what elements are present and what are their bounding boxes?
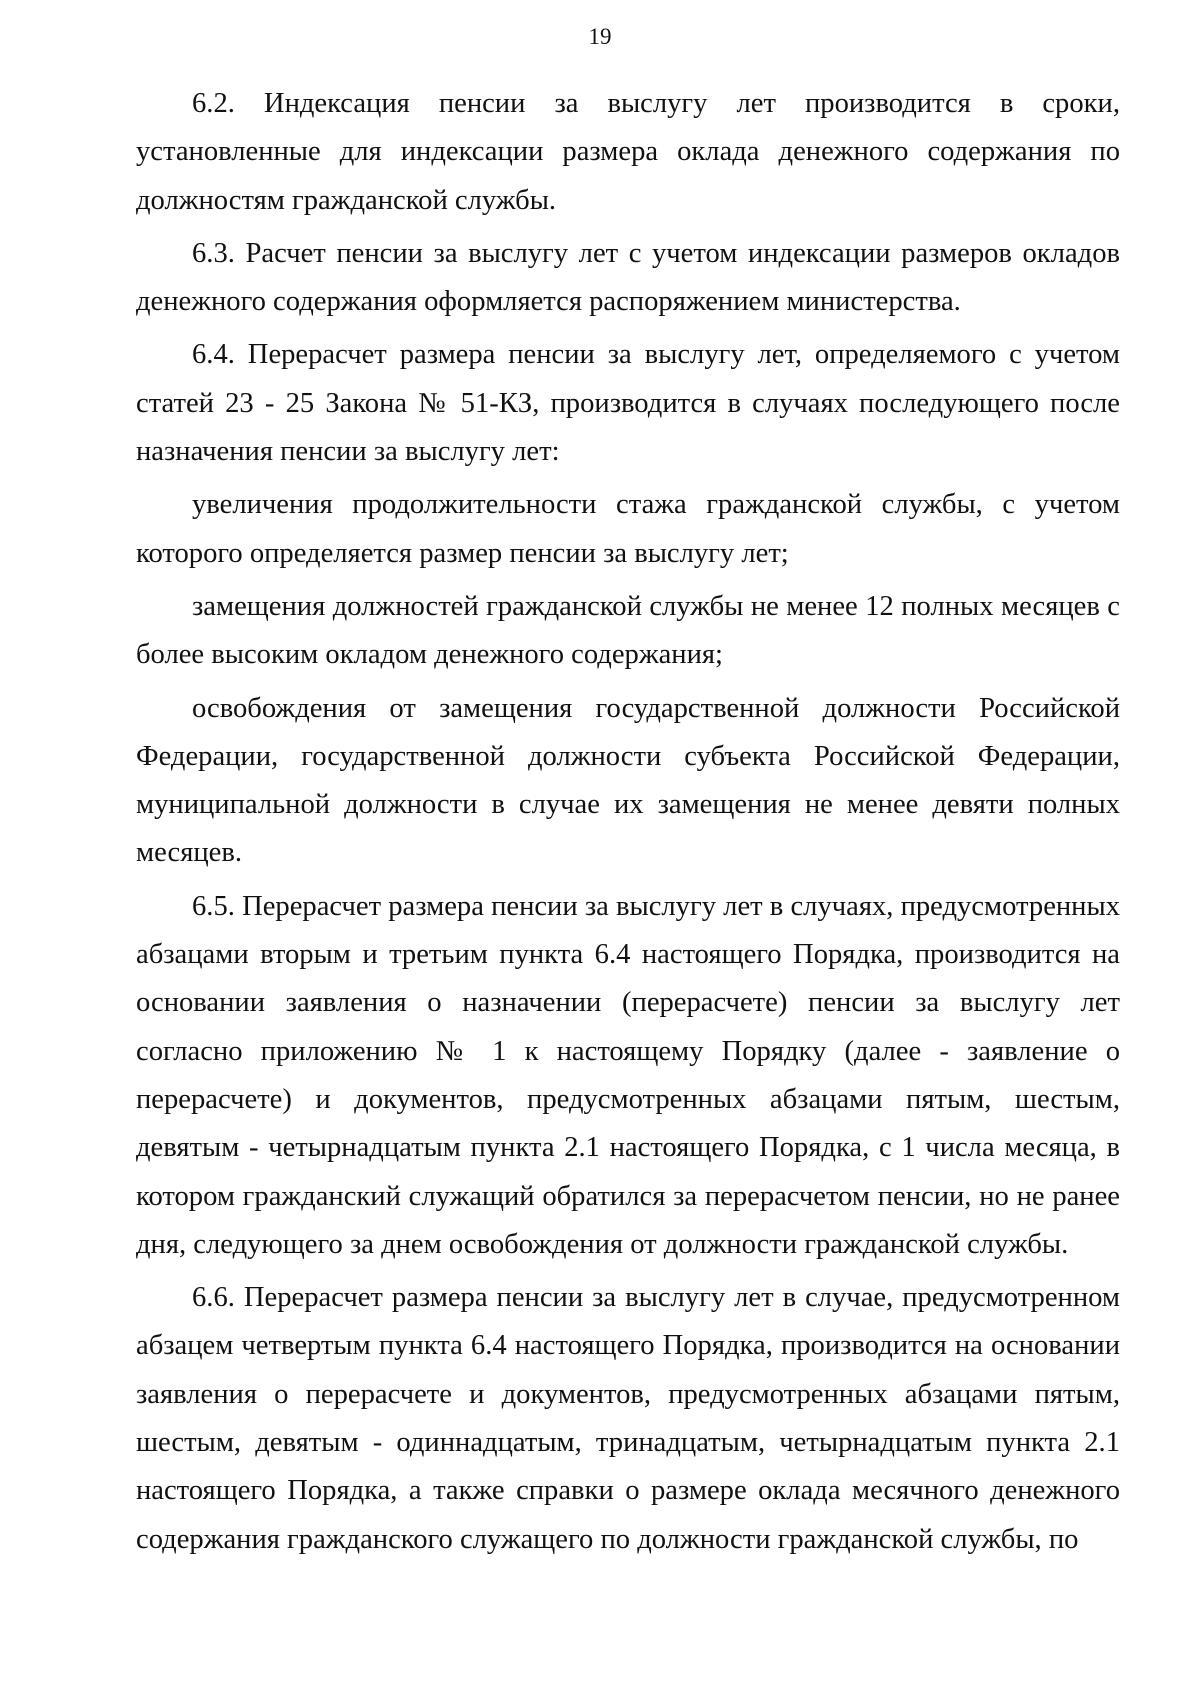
paragraph-6-4-item-higher-salary: замещения должностей гражданской службы не менее 12 полных месяцев с более высоким окладом денежного содержания;	[136, 590, 1120, 671]
paragraph-6-4-item-service-length: увеличения продолжительности стажа гражданской службы, с учетом которого определяется размер пенсии за выслугу лет;	[136, 489, 1120, 569]
document-body	[136, 80, 1120, 1564]
paragraph-6-4: 6.4. Перерасчет размера пенсии за выслугу лет, определяемого с учетом статей 23 - 25 Закона № 51-КЗ, производится в случаях последующего после назначения пенсии за выслугу лет:	[136, 339, 1120, 468]
paragraph-6-6: 6.6. Перерасчет размера пенсии за выслугу лет в случае, предусмотренном абзацем четвертым пункта 6.4 настоящего Порядка, производится на основании заявления о перерасчете и документов, предусмотренных абзацами пятым, шестым, девятым - одиннадцатым, тринадцатым, четырнадцатым пункта 2.1 настоящего Порядка, а также справки о размере оклада месячного денежного содержания гражданского служащего по должности гражданской службы, по	[136, 1282, 1120, 1555]
paragraph-6-2: 6.2. Индексация пенсии за выслугу лет производится в сроки, установленные для индексации размера оклада денежного содержания по должностям гражданской службы.	[136, 88, 1120, 216]
paragraph-6-4-item-release-from-office: освобождения от замещения государственной должности Российской Федерации, государственной должности субъекта Российской Федерации, муниципальной должности в случае их замещения не менее девяти полных месяцев.	[136, 692, 1120, 869]
paragraph-6-5: 6.5. Перерасчет размера пенсии за выслугу лет в случаях, предусмотренных абзацами вторым и третьим пункта 6.4 настоящего Порядка, производится на основании заявления о назначении (перерасчете) пенсии за выслугу лет согласно приложению № 1 к настоящему Порядку (далее - заявление о перерасчете) и документов, предусмотренных абзацами пятым, шестым, девятым - четырнадцатым пункта 2.1 настоящего Порядка, с 1 числа месяца, в котором гражданский служащий обратился за перерасчетом пенсии, но не ранее дня, следующего за днем освобождения от должности гражданской службы.	[136, 890, 1120, 1260]
paragraph-6-3: 6.3. Расчет пенсии за выслугу лет с учетом индексации размеров окладов денежного содержания оформляется распоряжением министерства.	[136, 237, 1120, 318]
page-number: 19	[588, 24, 612, 49]
